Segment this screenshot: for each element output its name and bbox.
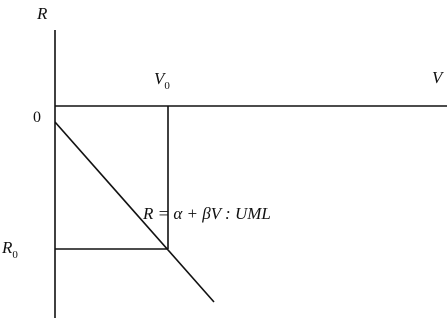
v0-label-subscript: 0 (164, 80, 170, 92)
r0-label-subscript: 0 (12, 249, 18, 261)
uml-equation-label: R = α + βV : UML (143, 204, 271, 223)
v-axis-label: V (432, 68, 443, 87)
r-axis-label: R (37, 4, 48, 23)
r0-label (1, 238, 18, 261)
v0-label (154, 69, 170, 92)
v0-label-main: V (154, 69, 165, 88)
r0-label-main: R (2, 238, 13, 257)
origin-label: 0 (33, 109, 41, 126)
